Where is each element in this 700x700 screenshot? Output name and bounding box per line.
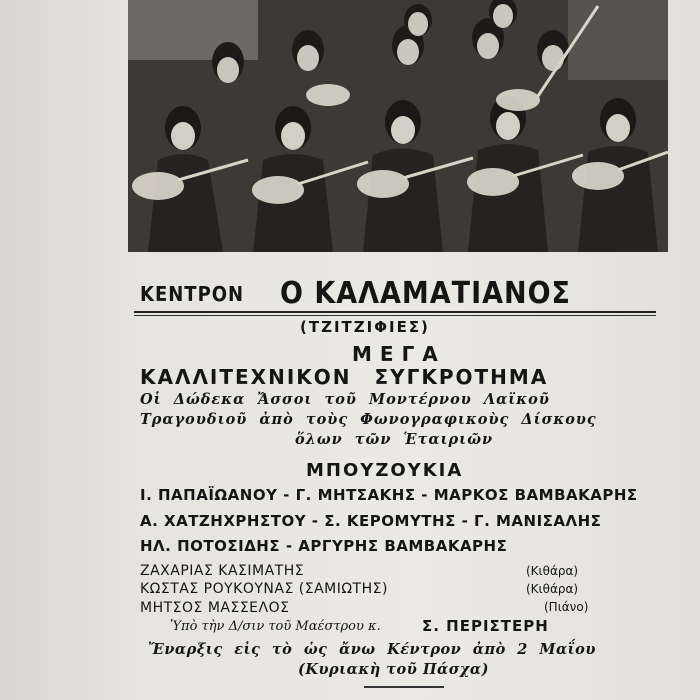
venue-location: (ΤΖΙΤΖΙΦΙΕΣ)	[300, 318, 430, 336]
easter-line: (Κυριακὴ τοῦ Πάσχα)	[298, 661, 489, 678]
mega-heading: ΜΕΓΑ	[352, 342, 446, 366]
title-rule-thin	[134, 315, 656, 316]
musician-name: ΚΩΣΤΑΣ ΡΟΥΚΟΥΝΑΣ (ΣΑΜΙΩΤΗΣ)	[140, 581, 388, 597]
intro-line-2: Τραγουδιοῦ ἀπὸ τοὺς Φωνογραφικοὺς Δίσκους	[140, 411, 597, 428]
title-rule	[134, 311, 656, 313]
musician-instrument: (Κιθάρα)	[526, 582, 579, 596]
venue-name: Ο ΚΑΛΑΜΑΤΙΑΝΟΣ	[280, 276, 571, 311]
intro-line-1: Οἱ Δώδεκα Ἄσσοι τοῦ Μοντέρνου Λαϊκοῦ	[140, 391, 550, 408]
kentron-label: ΚΕΝΤΡΟΝ	[140, 282, 245, 306]
bouzoukia-heading: ΜΠΟΥΖΟΥΚΙΑ	[306, 460, 464, 481]
musician-instrument: (Πιάνο)	[544, 600, 589, 614]
bouzoukia-row-2: Α. ΧΑΤΖΗΧΡΗΣΤΟΥ - Σ. ΚΕΡΟΜΥΤΗΣ - Γ. ΜΑΝΙΣΑΛΗΣ	[140, 512, 602, 530]
venue-title	[132, 276, 660, 310]
opening-line: Ἔναρξις εἰς τὸ ὡς ἄνω Κέντρον ἀπὸ 2 Μαΐου	[148, 641, 596, 658]
band-photo-illustration	[128, 0, 668, 252]
musician-name: ΖΑΧΑΡΙΑΣ ΚΑΣΙΜΑΤΗΣ	[140, 563, 305, 579]
musician-name: ΜΗΤΣΟΣ ΜΑΣΣΕΛΟΣ	[140, 600, 290, 616]
direction-text: Ὑπὸ τὴν Δ/σιν τοῦ Μαέστρου κ.	[170, 619, 381, 634]
maestro-name: Σ. ΠΕΡΙΣΤΕΡΗ	[422, 617, 549, 635]
intro-line-3: ὅλων τῶν Ἑταιριῶν	[295, 431, 494, 448]
band-photo	[128, 0, 668, 252]
bouzoukia-row-3: ΗΛ. ΠΟΤΟΣΙΔΗΣ - ΑΡΓΥΡΗΣ ΒΑΜΒΑΚΑΡΗΣ	[140, 537, 508, 555]
bottom-rule	[364, 686, 444, 688]
bouzoukia-row-1: Ι. ΠΑΠΑΪΩΑΝΟΥ - Γ. ΜΗΤΣΑΚΗΣ - ΜΑΡΚΟΣ ΒΑΜΒΑΚΑΡΗΣ	[140, 486, 638, 504]
ensemble-heading: ΚΑΛΛΙΤΕΧΝΙΚΟΝ ΣΥΓΚΡΟΤΗΜΑ	[140, 365, 549, 389]
musician-instrument: (Κιθάρα)	[526, 564, 579, 578]
